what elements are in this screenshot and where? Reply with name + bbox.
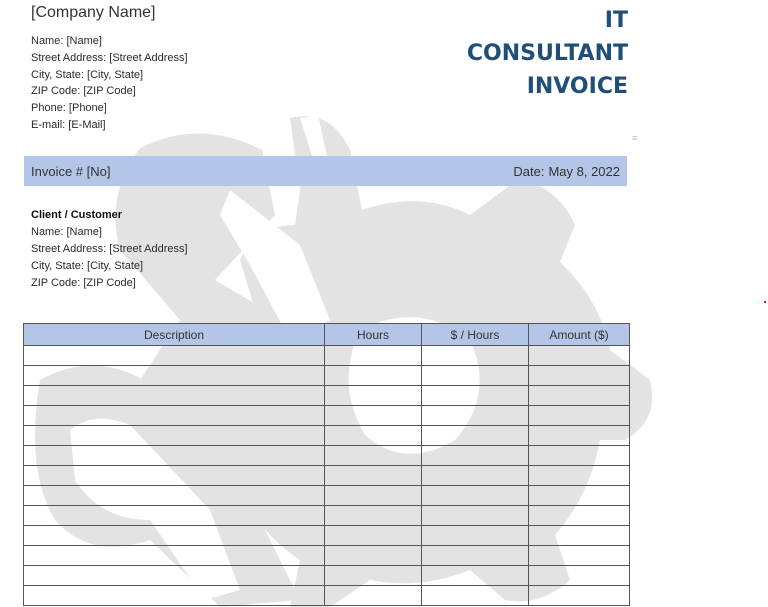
col-description: Description [24,324,325,346]
table-row [24,366,630,386]
cell-rate[interactable] [422,506,529,526]
cell-rate[interactable] [422,526,529,546]
cell-hours[interactable] [325,526,422,546]
cell-description[interactable] [24,446,325,466]
cell-description[interactable] [24,506,325,526]
cell-description[interactable] [24,466,325,486]
table-row [24,486,630,506]
cell-amount[interactable] [529,386,630,406]
cell-hours[interactable] [325,506,422,526]
cell-amount[interactable] [529,406,630,426]
cell-amount[interactable] [529,466,630,486]
client-block [31,207,188,292]
cell-hours[interactable] [325,406,422,426]
cell-rate[interactable] [422,566,529,586]
cell-hours[interactable] [325,426,422,446]
table-header-row [24,324,630,346]
table-row [24,506,630,526]
col-hours: Hours [325,324,422,346]
col-rate: $ / Hours [422,324,529,346]
cell-amount[interactable] [529,346,630,366]
cell-rate[interactable] [422,426,529,446]
red-dot-mark [764,301,766,303]
company-zip-code: ZIP Code: [ZIP Code] [31,85,136,98]
cell-description[interactable] [24,546,325,566]
table-row [24,466,630,486]
cell-amount[interactable] [529,526,630,546]
cell-rate[interactable] [422,446,529,466]
cell-amount[interactable] [529,546,630,566]
client-zip-code: ZIP Code: [ZIP Code] [31,277,136,289]
cell-hours[interactable] [325,446,422,466]
cell-rate[interactable] [422,346,529,366]
cell-amount[interactable] [529,446,630,466]
table-row [24,586,630,606]
cell-hours[interactable] [325,486,422,506]
cell-hours[interactable] [325,346,422,366]
cell-description[interactable] [24,486,325,506]
invoice-info-bar [24,156,627,186]
cell-hours[interactable] [325,586,422,606]
company-street-address: Street Address: [Street Address] [31,51,188,64]
title-line-3: INVOICE [526,74,628,99]
cell-amount[interactable] [529,366,630,386]
invoice-number: Invoice # [No] [31,163,111,179]
cell-rate[interactable] [422,586,529,606]
date-value: May 8, 2022 [548,163,620,179]
cell-rate[interactable] [422,386,529,406]
client-street-address: Street Address: [Street Address] [31,243,188,255]
table-row [24,406,630,426]
date-label: Date: [513,163,545,179]
table-body [24,346,630,606]
cell-rate[interactable] [422,406,529,426]
cell-description[interactable] [24,346,325,366]
layout-options-icon[interactable]: ≡ [632,133,638,143]
company-address-block [31,33,188,134]
col-amount: Amount ($) [529,324,630,346]
title-line-2: CONSULTANT [466,41,628,66]
table-row [24,426,630,446]
client-city-state: City, State: [City, State] [31,260,144,272]
company-email: E-mail: [E-Mail] [31,118,106,131]
cell-hours[interactable] [325,366,422,386]
company-phone: Phone: [Phone] [31,102,107,115]
client-heading: Client / Customer [31,209,123,221]
cell-hours[interactable] [325,386,422,406]
cell-hours[interactable] [325,566,422,586]
cell-amount[interactable] [529,586,630,606]
table-row [24,386,630,406]
cell-amount[interactable] [529,486,630,506]
cell-description[interactable] [24,386,325,406]
cell-rate[interactable] [422,366,529,386]
line-items-table [23,323,630,606]
table-row [24,346,630,366]
table-row [24,566,630,586]
title-line-1: IT [604,8,628,33]
cell-rate[interactable] [422,486,529,506]
cell-description[interactable] [24,426,325,446]
company-contact-name: Name: [Name] [31,35,102,47]
table-row [24,446,630,466]
company-name: [Company Name] [31,4,156,21]
cell-description[interactable] [24,586,325,606]
cell-description[interactable] [24,526,325,546]
table-row [24,526,630,546]
cell-hours[interactable] [325,546,422,566]
cell-amount[interactable] [529,566,630,586]
cell-amount[interactable] [529,426,630,446]
cell-amount[interactable] [529,506,630,526]
company-city-state: City, State: [City, State] [31,68,144,81]
cell-description[interactable] [24,406,325,426]
document-title [467,4,628,103]
cell-rate[interactable] [422,466,529,486]
invoice-date [513,164,620,179]
table-row [24,546,630,566]
client-name: Name: [Name] [31,226,102,238]
cell-description[interactable] [24,366,325,386]
cell-hours[interactable] [325,466,422,486]
cell-description[interactable] [24,566,325,586]
cell-rate[interactable] [422,546,529,566]
